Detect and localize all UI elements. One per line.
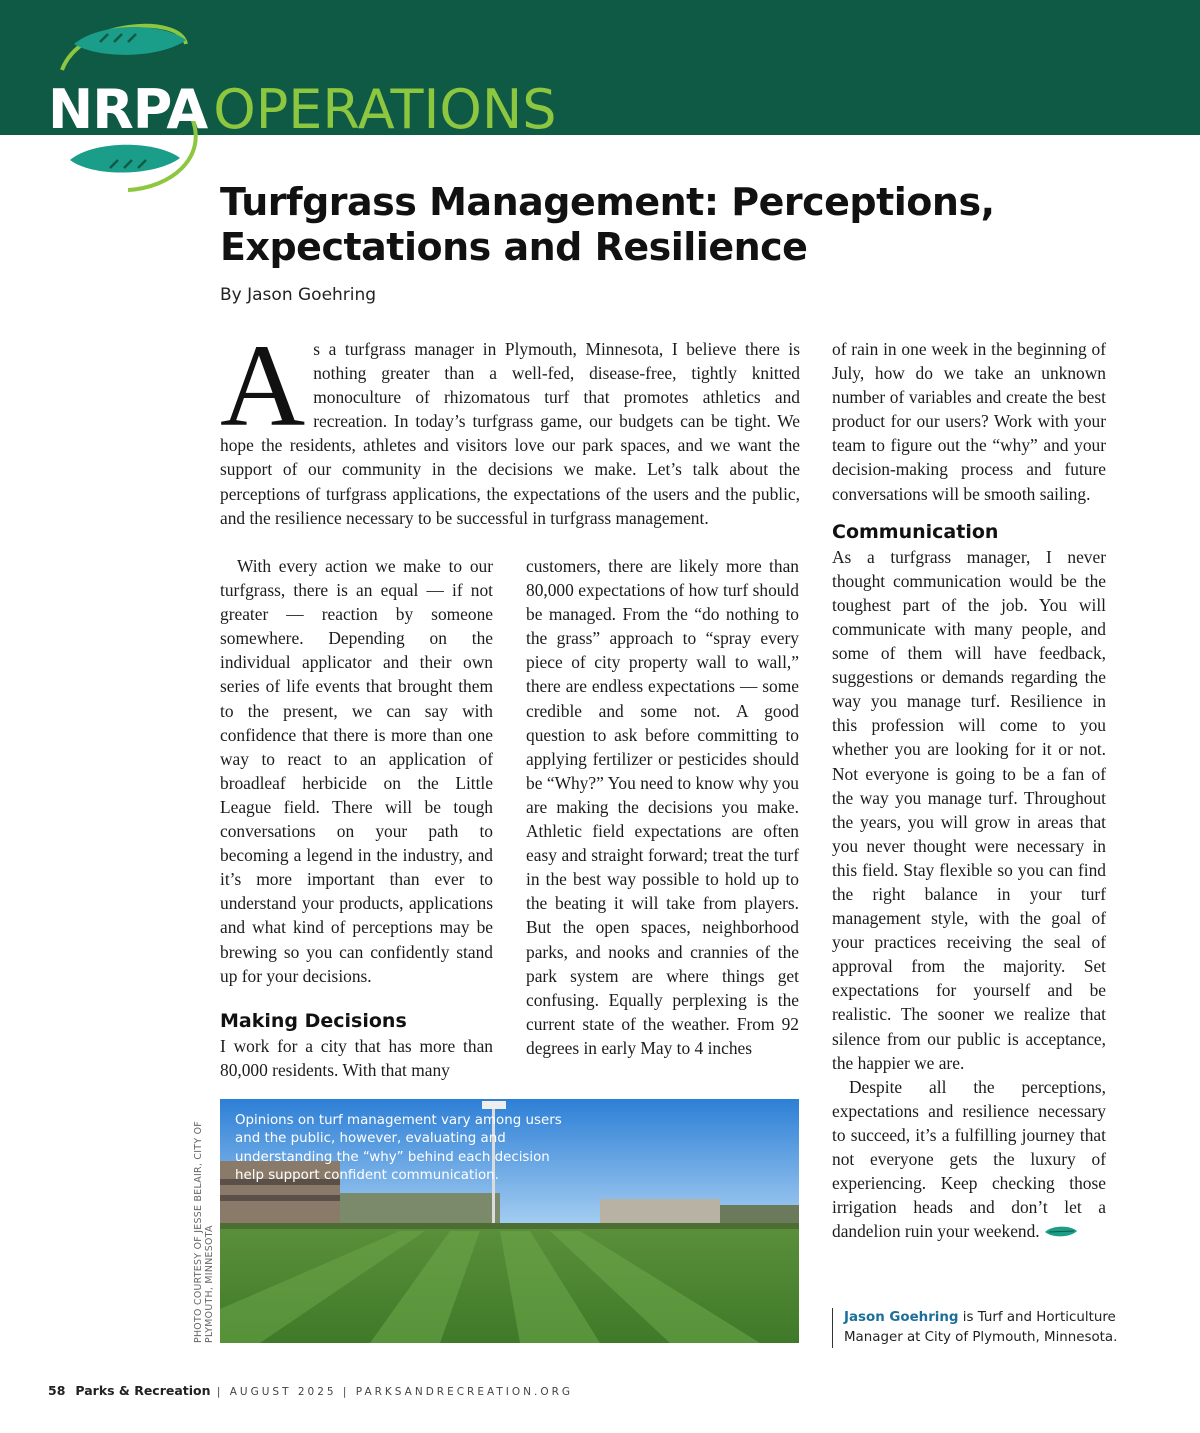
intro-text: s a turfgrass manager in Plymouth, Minnesota, I believe there is nothing greater than a well-fed, disease-free, tightly knitted monoculture of rhizomatous turf that promotes athletics and recreation. In today’s turfgrass game, our budgets can be tight. We hope the residents, athletes and visitors love our park spaces, and we want the support of our community in the decisions we make. Let’s talk about the perceptions of turfgrass applications, the expectations of the users and the public, and the resilience necessary to be successful in turfgrass management. [220,339,800,528]
col3-paragraph-3-text: Despite all the perceptions, expectations and resilience necessary to succeed, it’s a fulfilling journey that not everyone gets the luxury of experiencing. Keep checking those irrigation heads and don’t let a dandelion ruin your weekend. [832,1076,1106,1242]
turf-field-photo [220,1099,799,1343]
section-brand [48,78,557,141]
col3-paragraph-3 [832,1075,1106,1244]
brand-section-name: OPERATIONS [213,78,557,141]
title-line-2: Expectations and Resilience [220,225,808,269]
subhead-making-decisions: Making Decisions [220,1009,407,1032]
brand-nrpa: NRPA [48,78,208,141]
photo-credit: PHOTO COURTESY OF JESSE BELAIR, CITY OF PLYMOUTH, MINNESOTA [193,1121,215,1343]
col1-paragraph-2: I work for a city that has more than 80,000 residents. With that many [220,1035,493,1080]
byline: By Jason Goehring [220,285,377,305]
article-title [220,180,1120,270]
page-footer [48,1383,573,1398]
title-line-1: Turfgrass Management: Perceptions, [220,180,995,224]
page-number: 58 [48,1383,66,1398]
issue-info: | AUGUST 2025 | PARKSANDRECREATION.ORG [210,1386,574,1398]
bio-author-name: Jason Goehring [844,1310,959,1325]
col2-paragraph-1: customers, there are likely more than 80,000 expectations of how turf should be managed. From the “do nothing to the grass” approach to “spray every piece of city property wall to wall,” there are endless expectations — some credible and some not. A good question to ask before committing to applying fertilizer or pesticides should be “Why?” You need to know why you are making the decisions you make. Athletic field expectations are often easy and straight forward; treat the turf in the best way possible to hold up to the beating it will take from players. But the open spaces, neighborhood parks, and nooks and crannies of the park system are where things get confusing. Equally perplexing is the current state of the weather. From 92 degrees in early May to 4 inches [526,556,799,1058]
intro-paragraph [220,320,800,530]
col3-paragraph-2: As a turfgrass manager, I never thought communication would be the toughest part of the job. You will communicate with many people, and some of them will have feedback, suggestions or demands regarding the way you manage turf. Resilience in this profession will come to you whether you are looking for it or not. Not everyone is going to be a fan of the way you manage turf. Throughout the years, you will grow in areas that you never thought were necessary in this field. Stay flexible so you can find the right balance in your turf management style, with the goal of your practices receiving the seal of approval from the majority. Set expectations for yourself and be realistic. The sooner we realize that silence from our public is acceptance, the happier we are. [832,546,1106,1073]
col1-paragraph-1: With every action we make to our turfgrass, there is an equal — if not greater — reaction by someone somewhere. Depending on the individual applicator and their own series of life events that brought them to the present, we can say with confidence that there is more than one way to react to an application of broadleaf herbicide on the Little League field. There will be tough conversations on your path to becoming a legend in the industry, and it’s more important than ever to understand your products, applications and what kind of perceptions may be brewing so you can confidently stand up for your decisions. [220,556,493,986]
magazine-name: Parks & Recreation [75,1383,211,1398]
drop-cap: A [220,320,306,451]
end-leaf-icon [1044,1225,1078,1239]
author-bio [832,1308,1124,1348]
column-1 [220,554,493,1082]
photo-caption: Opinions on turf management vary among users and the public, however, evaluating and understanding the “why” behind each decision help support confident communication. [235,1113,562,1183]
column-3 [832,337,1106,1243]
subhead-communication: Communication [832,520,999,543]
column-2 [526,554,799,1060]
bio-text: is Turf and Horticulture Manager at City of Plymouth, Minnesota. [844,1310,1118,1345]
col3-paragraph-1: of rain in one week in the beginning of July, how do we take an unknown number of variables and create the best product for our users? Work with your team to figure out the “why” and your decision-making process and future conversations will be smooth sailing. [832,339,1106,504]
